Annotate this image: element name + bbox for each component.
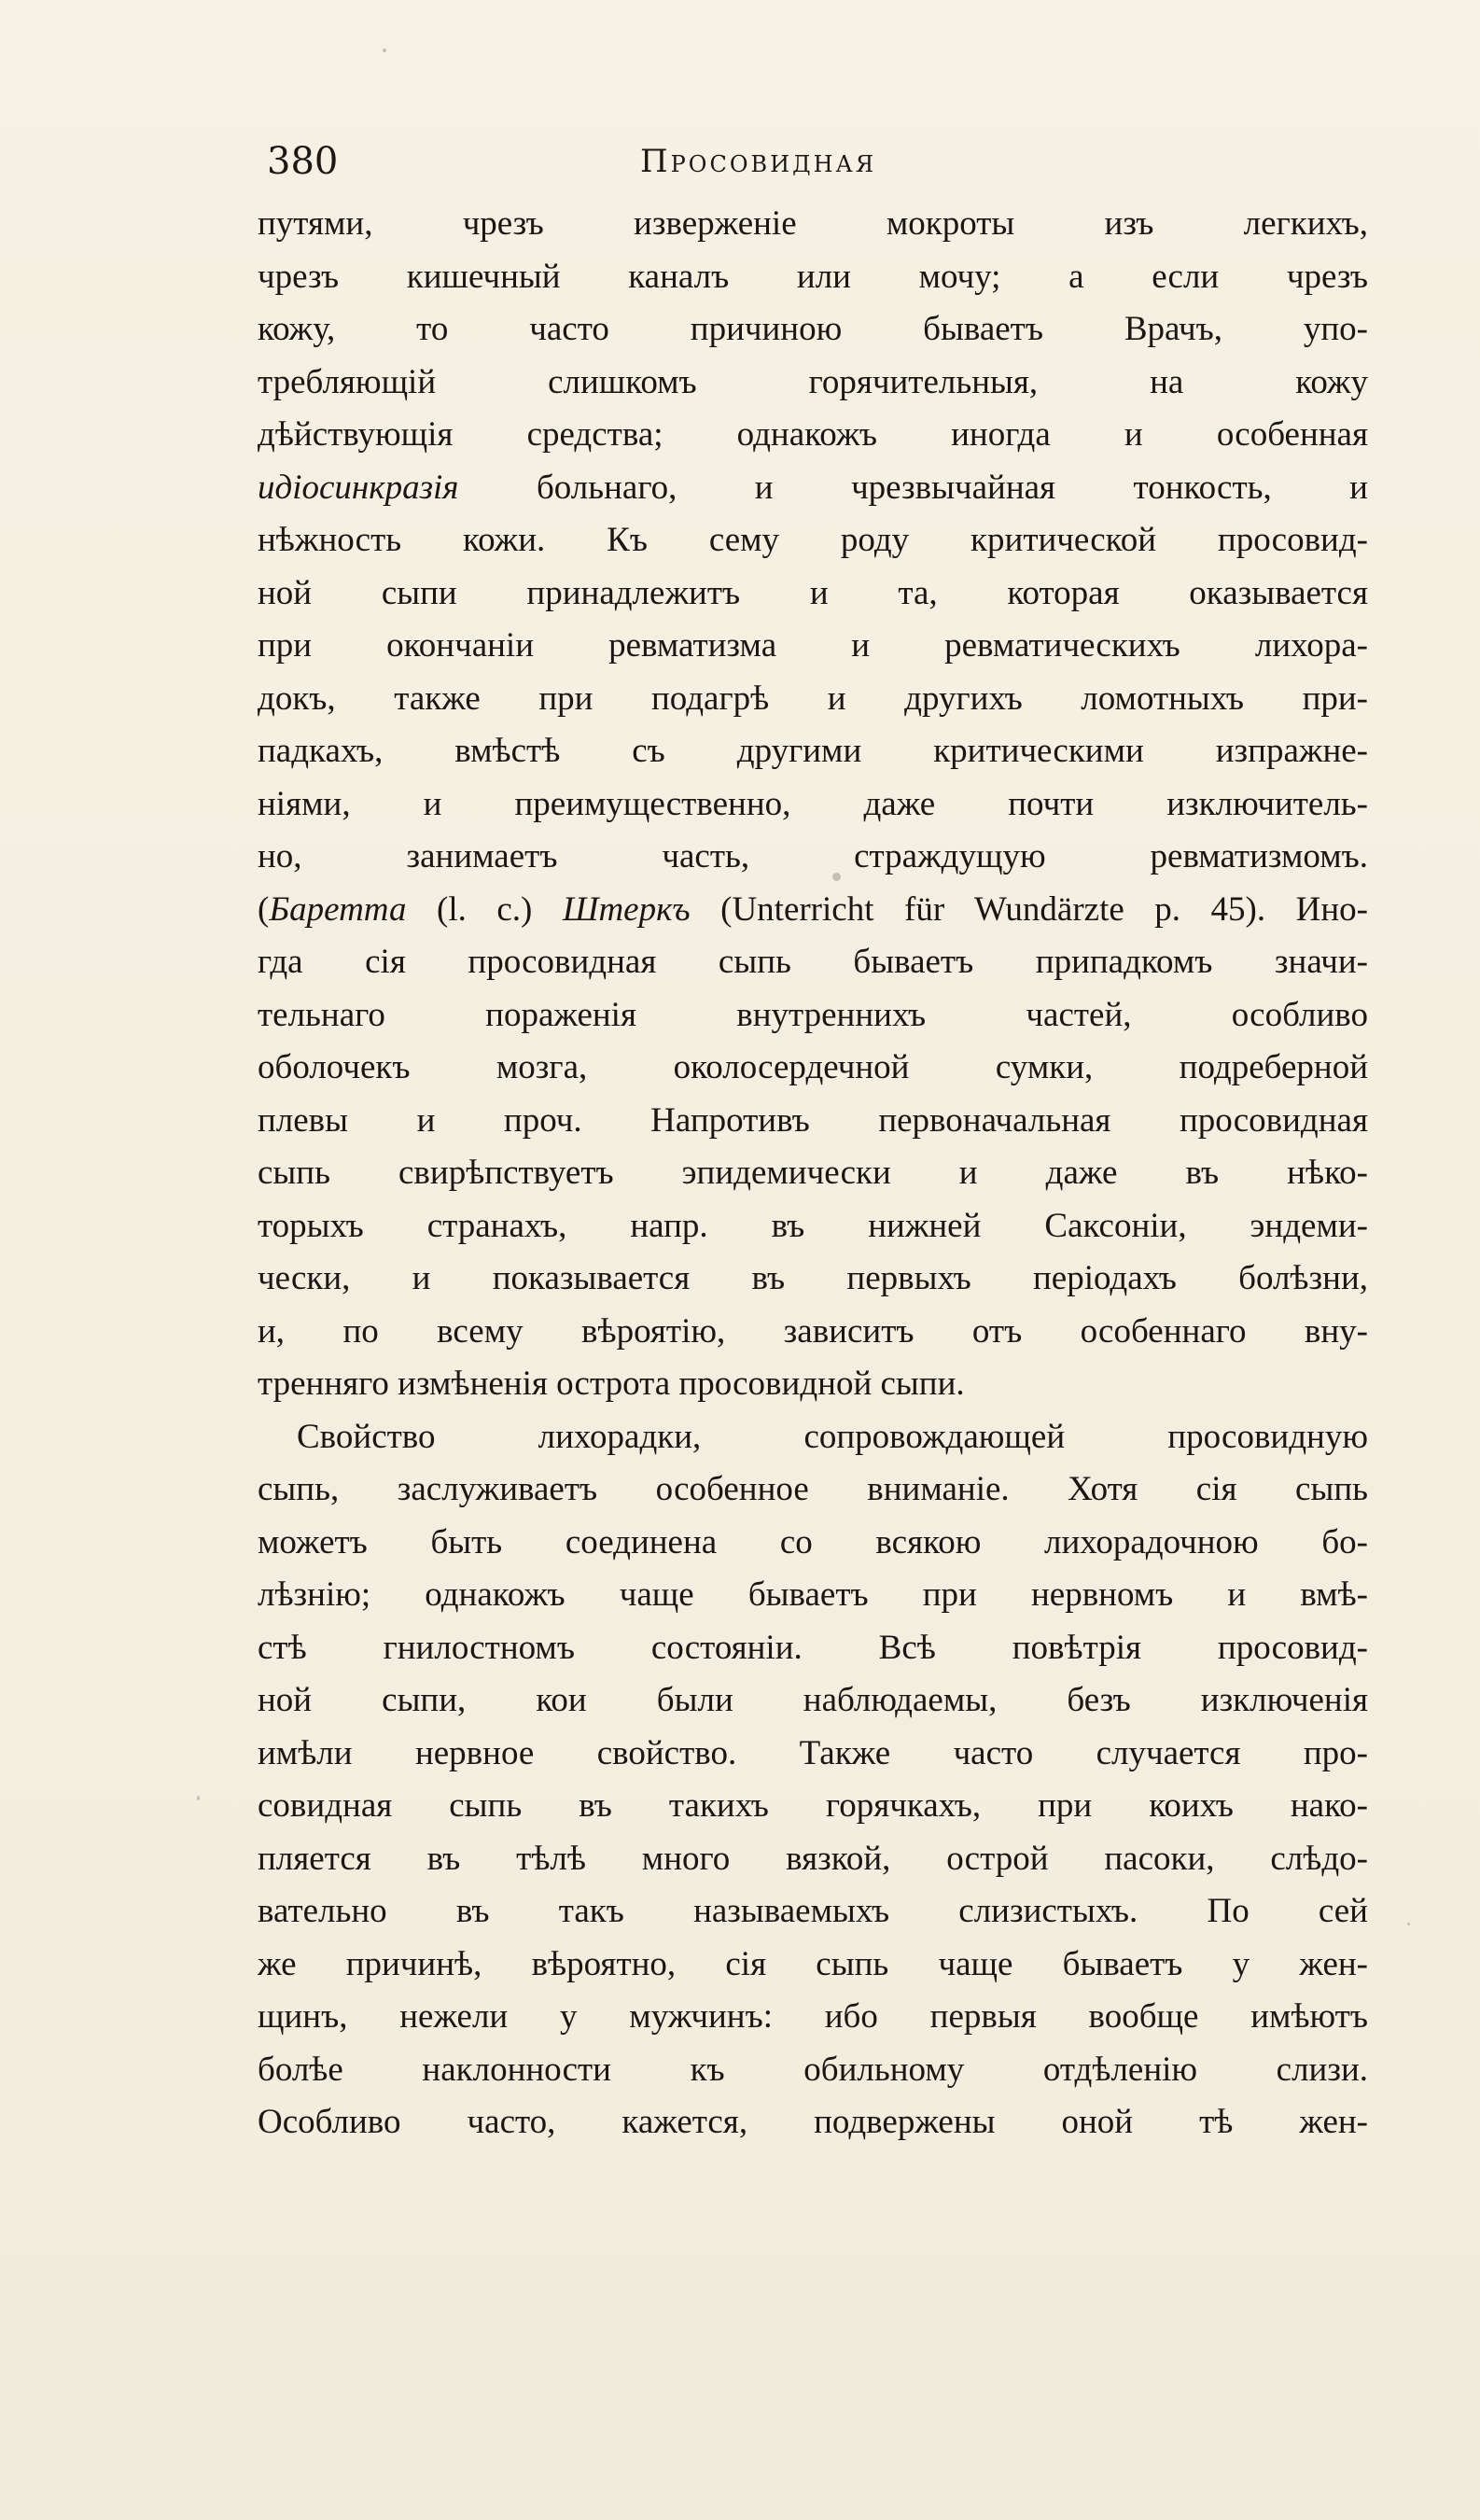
text-span: Особливо часто, кажется, подвержены оной тѣ жен- xyxy=(258,2103,1368,2141)
text-span: но, занимаетъ часть, страждущую ревматизмомъ. xyxy=(258,837,1368,875)
text-line xyxy=(258,303,1368,357)
text-line xyxy=(258,1200,1368,1253)
text-line xyxy=(258,1147,1368,1200)
text-span: пляется въ тѣлѣ много вязкой, острой пасоки, слѣдо- xyxy=(258,1839,1368,1878)
text-line xyxy=(258,1095,1368,1148)
text-line xyxy=(258,989,1368,1043)
text-line xyxy=(258,1833,1368,1886)
text-span: торыхъ странахъ, напр. въ нижней Саксоніи, эндеми- xyxy=(258,1206,1368,1245)
page-number: 380 xyxy=(267,140,339,183)
text-span: тренняго измѣненія острота просовидной сыпи. xyxy=(258,1365,965,1403)
text-line xyxy=(258,1042,1368,1095)
text-line xyxy=(258,251,1368,304)
text-line xyxy=(258,884,1368,937)
text-span: плевы и проч. Напротивъ первоначальная просовидная xyxy=(258,1100,1368,1140)
italic-text-span: Штеркъ xyxy=(562,889,691,929)
text-span: дѣйствующія средства; однакожъ иногда и особенная xyxy=(258,415,1368,454)
text-line xyxy=(258,1728,1368,1781)
text-span: оболочекъ мозга, околосердечной сумки, подреберной xyxy=(258,1048,1368,1086)
text-line xyxy=(258,1463,1368,1517)
text-line xyxy=(258,567,1368,621)
text-line xyxy=(258,831,1368,884)
text-span: кожу, то часто причиною бываетъ Врачъ, упо- xyxy=(258,310,1368,348)
text-line xyxy=(258,1674,1368,1728)
text-line xyxy=(258,409,1368,462)
text-span: требляющій слишкомъ горячительныя, на кожу xyxy=(258,362,1368,401)
text-line xyxy=(258,198,1368,251)
text-line xyxy=(258,462,1368,515)
text-span: лѣзнію; однакожъ чаще бываетъ при нервномъ и вмѣ- xyxy=(258,1575,1368,1614)
italic-text-span: идіосинкразія xyxy=(258,468,459,507)
text-span: ной сыпи принадлежитъ и та, которая оказывается xyxy=(258,573,1368,612)
text-span: вательно въ такъ называемыхъ слизистыхъ. По сей xyxy=(258,1892,1368,1930)
text-span: сыпь, заслуживаетъ особенное вниманіе. Хотя сія сыпь xyxy=(258,1470,1368,1508)
text-line xyxy=(258,778,1368,832)
text-span: нѣжность кожи. Къ сему роду критической просовид- xyxy=(258,521,1368,559)
text-span: ной сыпи, кои были наблюдаемы, безъ изключенія xyxy=(258,1681,1368,1719)
text-line xyxy=(258,1358,1368,1411)
paragraph xyxy=(258,198,1368,1411)
text-line xyxy=(258,514,1368,567)
paper-speck xyxy=(1407,1923,1410,1925)
text-line xyxy=(258,2044,1368,2097)
text-span: имѣли нервное свойство. Также часто случается про- xyxy=(258,1733,1368,1772)
text-span: падкахъ, вмѣстѣ съ другими критическими изпражне- xyxy=(258,732,1368,770)
text-span: больнаго, и чрезвычайная тонкость, и xyxy=(458,468,1368,507)
text-line xyxy=(258,1411,1368,1464)
text-span: и, по всему вѣроятію, зависитъ отъ особеннаго вну- xyxy=(258,1311,1368,1351)
text-span: болѣе наклонности къ обильному отдѣленію слизи. xyxy=(258,2050,1368,2089)
text-span: тельнаго пораженія внутреннихъ частей, особливо xyxy=(258,995,1368,1034)
text-line xyxy=(258,673,1368,726)
text-line xyxy=(258,2096,1368,2149)
body-text xyxy=(258,198,1368,2149)
text-span: путями, чрезъ изверженіе мокроты изъ легкихъ, xyxy=(258,204,1368,243)
text-line xyxy=(258,1991,1368,2044)
text-line xyxy=(258,1306,1368,1359)
text-span: чески, и показывается въ первыхъ періодахъ болѣзни, xyxy=(258,1259,1368,1297)
text-line xyxy=(258,1622,1368,1675)
text-span: ніями, и преимущественно, даже почти изключитель- xyxy=(258,784,1368,823)
text-span: гда сія просовидная сыпь бываетъ припадкомъ значи- xyxy=(258,943,1368,981)
text-line xyxy=(258,1780,1368,1833)
text-span: при окончаніи ревматизма и ревматическихъ лихора- xyxy=(258,626,1368,665)
text-line xyxy=(258,725,1368,778)
text-span: можетъ быть соединена со всякою лихорадочною бо- xyxy=(258,1522,1368,1561)
text-line xyxy=(258,620,1368,673)
text-span: чрезъ кишечный каналъ или мочу; а если чрезъ xyxy=(258,257,1368,296)
text-line xyxy=(258,1885,1368,1939)
text-line xyxy=(258,936,1368,989)
running-title: Просовидная xyxy=(640,143,877,180)
page-header xyxy=(267,133,1366,189)
italic-text-span: Баретта xyxy=(269,889,407,929)
text-span: же причинѣ, вѣроятно, сія сыпь чаще бываетъ у жен- xyxy=(258,1944,1368,1983)
text-line xyxy=(258,1253,1368,1306)
paper-speck xyxy=(197,1796,200,1800)
text-span: (l. c.) xyxy=(406,889,563,929)
text-span: стѣ гнилостномъ состояніи. Всѣ повѣтрія просовид- xyxy=(258,1628,1368,1667)
paragraph xyxy=(258,1411,1368,2149)
text-span: щинъ, нежели у мужчинъ: ибо первыя вообще имѣютъ xyxy=(258,1997,1368,2036)
text-span: совидная сыпь въ такихъ горячкахъ, при коихъ нако- xyxy=(258,1786,1368,1825)
text-span: сыпь свирѣпствуетъ эпидемически и даже въ нѣко- xyxy=(258,1154,1368,1192)
text-line xyxy=(258,1939,1368,1992)
text-span: ( xyxy=(258,889,270,929)
text-span: (Unterricht für Wundärzte p. 45). Ино- xyxy=(690,889,1368,929)
paper-speck xyxy=(383,49,386,52)
text-span: Свойство лихорадки, сопровождающей просовидную xyxy=(297,1417,1368,1456)
text-line xyxy=(258,1517,1368,1570)
text-line xyxy=(258,357,1368,410)
text-span: докъ, также при подагрѣ и другихъ ломотныхъ при- xyxy=(258,679,1368,718)
text-line xyxy=(258,1569,1368,1622)
